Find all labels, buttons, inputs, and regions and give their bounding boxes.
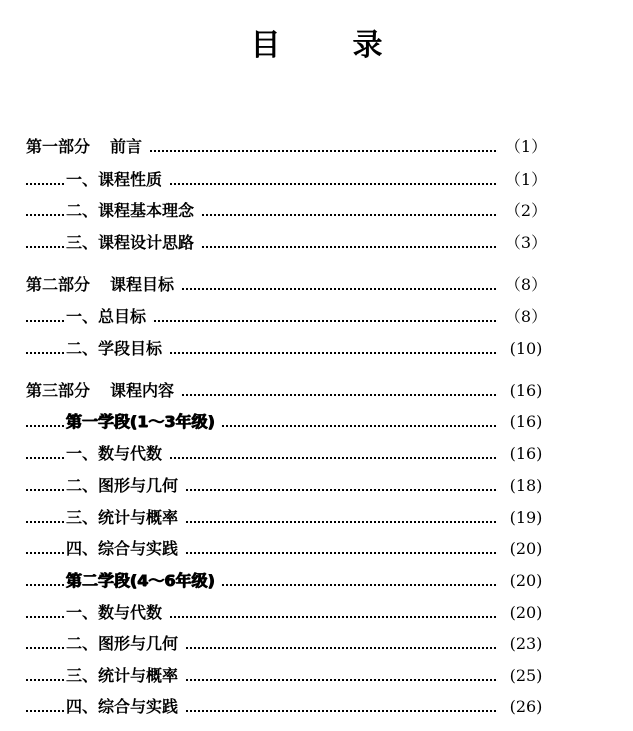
toc-section-label: 一、总目标	[66, 305, 152, 329]
title-char-1: 目	[250, 28, 281, 63]
page-number: (26)	[500, 695, 552, 719]
toc-entry[interactable]	[0, 231, 633, 255]
page-number: (20)	[500, 537, 552, 561]
toc-entry-part-1[interactable]	[0, 135, 633, 159]
toc-stage-label: 第二学段(4～6年级)	[66, 569, 221, 593]
page-number: (18)	[500, 474, 552, 498]
toc-section-label: 三、课程设计思路	[66, 231, 200, 255]
page-number: (19)	[500, 506, 552, 530]
toc-entry[interactable]	[0, 474, 633, 498]
toc-entry[interactable]	[0, 695, 633, 719]
toc-entry-stage-1[interactable]	[0, 410, 633, 434]
page-title	[0, 20, 633, 64]
toc-section-label: 二、课程基本理念	[66, 199, 200, 223]
toc-entry[interactable]	[0, 199, 633, 223]
toc-entry[interactable]	[0, 168, 633, 192]
part-title: 课程目标	[110, 275, 175, 294]
toc-entry[interactable]	[0, 506, 633, 530]
page-number: (25)	[500, 664, 552, 688]
part-prefix: 第二部分	[26, 275, 91, 294]
page-number: （1）	[500, 135, 552, 159]
page-number: (10)	[500, 337, 552, 361]
page-number: （3）	[500, 231, 552, 255]
toc-section-label: 三、统计与概率	[66, 506, 184, 530]
toc-part-label	[26, 135, 148, 159]
page-number: (16)	[500, 442, 552, 466]
title-char-2: 录	[352, 28, 383, 63]
toc-entry[interactable]	[0, 337, 633, 361]
toc-part-label	[26, 379, 180, 403]
toc-entry[interactable]	[0, 305, 633, 329]
toc-entry[interactable]	[0, 632, 633, 656]
toc-entry-part-3[interactable]	[0, 379, 633, 403]
page-number: (16)	[500, 379, 552, 403]
page-number: （1）	[500, 168, 552, 192]
toc-entry[interactable]	[0, 601, 633, 625]
toc-entry[interactable]	[0, 442, 633, 466]
toc-section-label: 一、课程性质	[66, 168, 168, 192]
page-number: （2）	[500, 199, 552, 223]
toc-section-label: 二、图形与几何	[66, 474, 184, 498]
toc-section-label: 四、综合与实践	[66, 695, 184, 719]
page-number: (16)	[500, 410, 552, 434]
page-number: (23)	[500, 632, 552, 656]
toc-part-label	[26, 273, 180, 297]
page-number: （8）	[500, 273, 552, 297]
page-number: (20)	[500, 569, 552, 593]
toc-entry[interactable]	[0, 664, 633, 688]
toc-entry[interactable]	[0, 537, 633, 561]
page-number: (20)	[500, 601, 552, 625]
toc-section-label: 三、统计与概率	[66, 664, 184, 688]
toc-section-label: 二、图形与几何	[66, 632, 184, 656]
part-title: 前言	[110, 137, 143, 156]
toc-section-label: 一、数与代数	[66, 601, 168, 625]
toc-entry-part-2[interactable]	[0, 273, 633, 297]
toc-section-label: 二、学段目标	[66, 337, 168, 361]
part-prefix: 第三部分	[26, 381, 91, 400]
toc-entry-stage-2[interactable]	[0, 569, 633, 593]
part-prefix: 第一部分	[26, 137, 91, 156]
page-number: （8）	[500, 305, 552, 329]
part-title: 课程内容	[110, 381, 175, 400]
toc-section-label: 一、数与代数	[66, 442, 168, 466]
toc-section-label: 四、综合与实践	[66, 537, 184, 561]
toc-stage-label: 第一学段(1～3年级)	[66, 410, 221, 434]
